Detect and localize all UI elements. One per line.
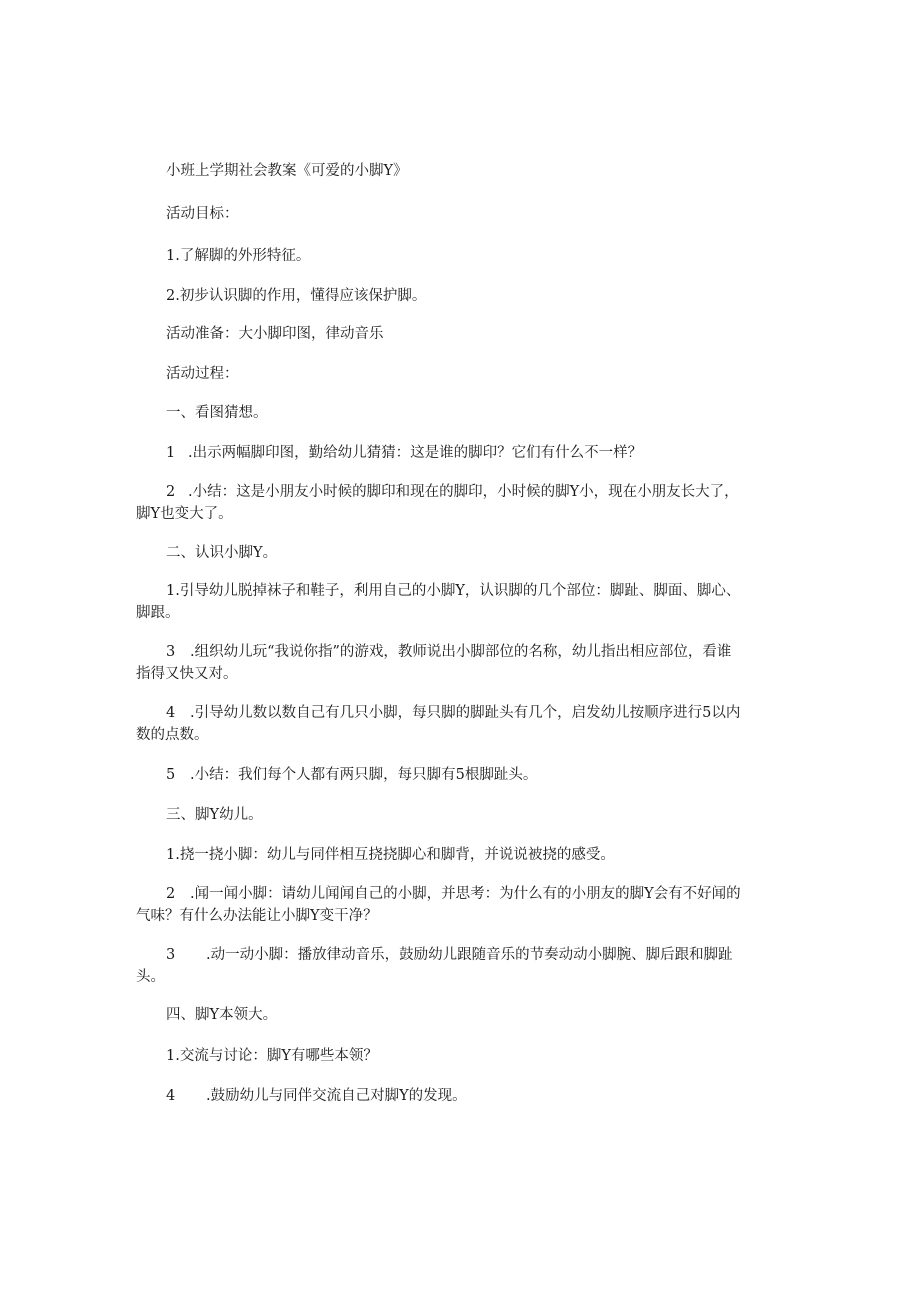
item-text: .出示两幅脚印图，勤给幼儿猜猜：这是谁的脚印？它们有什么不一样？ [188, 445, 643, 461]
item-number: 2 [166, 484, 176, 500]
section-2-heading: 二、认识小脚Y。 [166, 545, 278, 561]
item-number: 3 [166, 644, 176, 660]
item-text: .小结：我们每个人都有两只脚，每只脚有5根脚趾头。 [190, 767, 538, 783]
section-3-item-3-continued: 头。 [136, 969, 165, 985]
item-text: .鼓励幼儿与同伴交流自己对脚Y的发现。 [206, 1088, 467, 1104]
section-3-item-2-continued: 气味？有什么办法能让小脚Y变干净？ [136, 908, 378, 924]
section-2-item-4 [166, 702, 740, 724]
section-2-item-3-continued: 指得又快又对。 [136, 666, 238, 682]
section-4-item-4 [166, 1085, 467, 1107]
section-3-item-2 [166, 883, 741, 905]
item-number: 4 [166, 1088, 176, 1104]
preparation-text: 活动准备：大小脚印图，律动音乐 [166, 326, 384, 342]
section-1-item-2-continued: 脚Y也变大了。 [136, 506, 233, 522]
section-1-item-1 [166, 442, 642, 464]
item-number: 2 [166, 886, 176, 902]
item-text: .闻一闻小脚：请幼儿闻闻自己的小脚，并思考：为什么有的小朋友的脚Y会有不好闻的 [190, 886, 741, 902]
section-3-heading: 三、脚Y幼儿。 [166, 807, 263, 823]
item-text: .组织幼儿玩“我说你指”的游戏，教师说出小脚部位的名称，幼儿指出相应部位，看谁 [190, 644, 732, 660]
goal-1: 1.了解脚的外形特征。 [166, 248, 311, 264]
section-3-item-3 [166, 944, 733, 966]
item-text: .动一动小脚：播放律动音乐，鼓励幼儿跟随音乐的节奏动动小脚腕、脚后跟和脚趾 [206, 947, 733, 963]
item-text: .引导幼儿数以数自己有几只小脚，每只脚的脚趾头有几个，启发幼儿按顺序进行5以内 [190, 705, 741, 721]
item-number: 5 [166, 767, 176, 783]
item-text: .小结：这是小朋友小时候的脚印和现在的脚印，小时候的脚Y小，现在小朋友长大了， [188, 484, 739, 500]
document-title: 小班上学期社会教案《可爱的小脚Y》 [166, 163, 408, 179]
section-2-item-5 [166, 764, 537, 786]
section-2-item-1: 1.引导幼儿脱掉袜子和鞋子，利用自己的小脚Y，认识脚的几个部位：脚趾、脚面、脚心、 [166, 583, 741, 599]
section-2-item-1-continued: 脚跟。 [136, 605, 180, 621]
item-number: 4 [166, 705, 176, 721]
item-number: 3 [166, 947, 176, 963]
section-4-heading: 四、脚Y本领大。 [166, 1007, 278, 1023]
goal-2: 2.初步认识脚的作用，懂得应该保护脚。 [166, 288, 427, 304]
section-4-item-1: 1.交流与讨论：脚Y有哪些本领？ [166, 1048, 378, 1064]
section-2-item-4-continued: 数的点数。 [136, 727, 209, 743]
section-1-heading: 一、看图猜想。 [166, 405, 268, 421]
goals-heading: 活动目标： [166, 206, 239, 222]
section-1-item-2 [166, 481, 739, 503]
section-2-item-3 [166, 641, 731, 663]
section-3-item-1: 1.挠一挠小脚：幼儿与同伴相互挠挠脚心和脚背，并说说被挠的感受。 [166, 847, 615, 863]
process-heading: 活动过程： [166, 366, 239, 382]
item-number: 1 [166, 445, 176, 461]
